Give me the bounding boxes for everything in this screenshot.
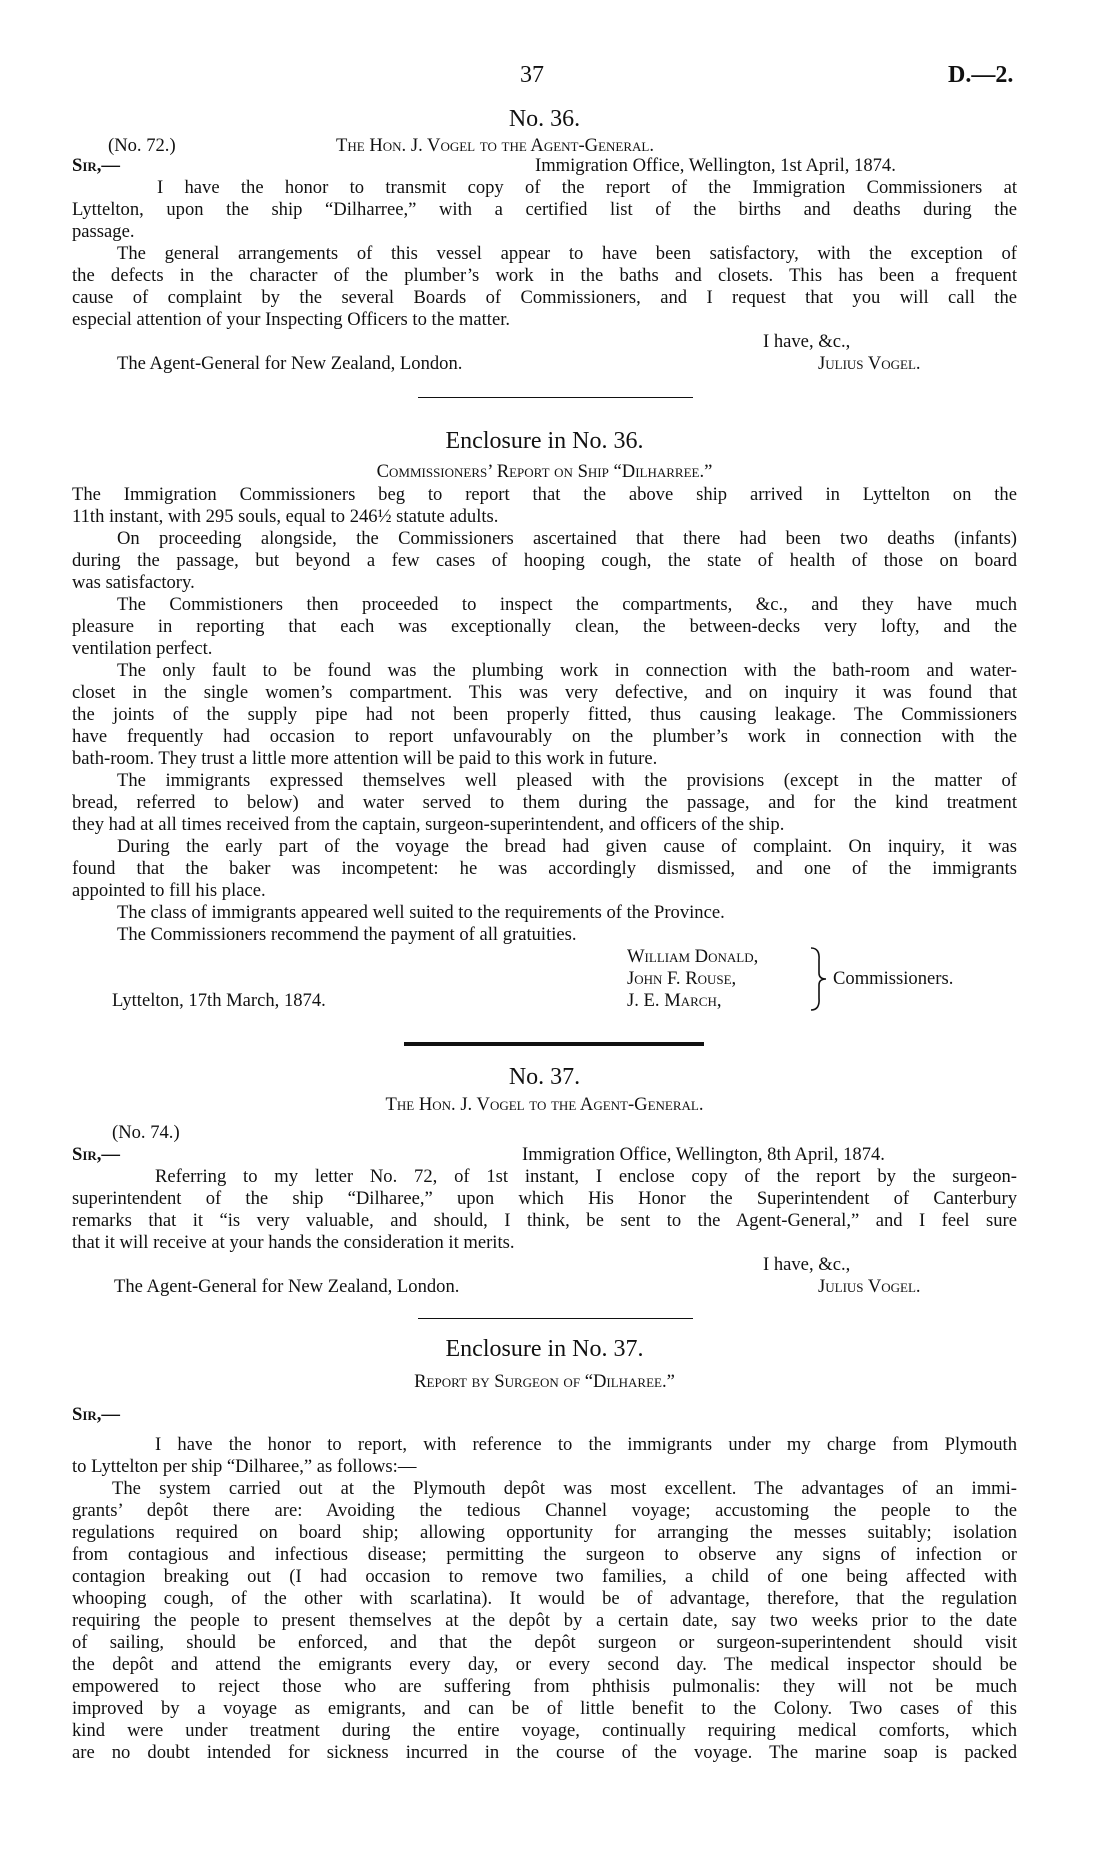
text-line: especial attention of your Inspecting Officers to the matter.: [72, 309, 511, 330]
text-line: passage.: [72, 221, 135, 242]
closing-no37: I have, &c.,: [763, 1254, 851, 1275]
enclosure-title-no37: Enclosure in No. 37.: [445, 1336, 644, 1362]
text-line: The Immigration Commissioners beg to report that the above ship arrived in Lyttelton on the: [72, 484, 1017, 505]
document-reference: D.—2.: [948, 62, 1014, 88]
text-line: whooping cough, of the other with scarlatina). It would be of advantage, therefore, that the regulation: [72, 1588, 1017, 1609]
divider: [418, 397, 693, 398]
enclosure-title-no36: Enclosure in No. 36.: [445, 428, 644, 454]
page-number: 37: [520, 62, 544, 88]
text-line: The class of immigrants appeared well suited to the requirements of the Province.: [117, 902, 725, 923]
text-line: ventilation perfect.: [72, 638, 213, 659]
text-line: The general arrangements of this vessel appear to have been satisfactory, with the exception of: [117, 243, 1017, 264]
text-line: Referring to my letter No. 72, of 1st instant, I enclose copy of the report by the surgeon-: [155, 1166, 1017, 1187]
text-line: was satisfactory.: [72, 572, 195, 593]
text-line: On proceeding alongside, the Commissioners ascertained that there had been two deaths (infants): [117, 528, 1017, 549]
text-line: The Commistioners then proceeded to inspect the compartments, &c., and they have much: [117, 594, 1017, 615]
text-line: the joints of the supply pipe had not been properly fitted, thus causing leakage. The Commissioners: [72, 704, 1017, 725]
text-line: cause of complaint by the several Boards of Commissioners, and I request that you will call the: [72, 287, 1017, 308]
signatory-name: John F. Rouse,: [627, 968, 737, 989]
text-line: grants’ depôt there are: Avoiding the tedious Channel voyage; accustoming the people to the: [72, 1500, 1017, 1521]
text-line: I have the honor to report, with reference to the immigrants under my charge from Plymouth: [155, 1434, 1017, 1455]
salutation-no36: Sir,—: [72, 155, 121, 176]
text-line: they had at all times received from the captain, surgeon-superintendent, and officers of the ship.: [72, 814, 785, 835]
text-line: pleasure in reporting that each was exceptionally clean, the between-decks very lofty, and the: [72, 616, 1017, 637]
section-title-no36: No. 36.: [508, 106, 581, 132]
text-line: The only fault to be found was the plumbing work in connection with the bath-room and water-: [117, 660, 1017, 681]
text-line: bread, referred to below) and water served to them during the passage, and for the kind treatment: [72, 792, 1017, 813]
text-line: requiring the people to present themselves at the depôt by a certain date, say two weeks prior to the date: [72, 1610, 1017, 1631]
text-line: contagion breaking out (I had occasion to remove two families, a child of one being affected with: [72, 1566, 1017, 1587]
text-line: I have the honor to transmit copy of the report of the Immigration Commissioners at: [157, 177, 1017, 198]
letter-heading-no36: The Hon. J. Vogel to the Agent-General.: [336, 135, 655, 156]
text-line: bath-room. They trust a little more attention will be paid to this work in future.: [72, 748, 658, 769]
text-line: Lyttelton, upon the ship “Dilharree,” with a certified list of the births and deaths during the: [72, 199, 1017, 220]
signature-no37: Julius Vogel.: [818, 1276, 921, 1297]
text-line: are no doubt intended for sickness incurred in the course of the voyage. The marine soap is packed: [72, 1742, 1017, 1763]
text-line: of sailing, should be enforced, and that the depôt surgeon or surgeon-superintendent should visit: [72, 1632, 1017, 1653]
place-date-no36: Immigration Office, Wellington, 1st April, 1874.: [535, 155, 896, 176]
enclosure-subtitle-no37: Report by Surgeon of “Dilharee.”: [414, 1371, 675, 1392]
text-line: kind were under treatment during the entire voyage, continually requiring medical comforts, which: [72, 1720, 1017, 1741]
closing-no36: I have, &c.,: [763, 331, 851, 352]
place-date-enc36: Lyttelton, 17th March, 1874.: [112, 990, 326, 1011]
text-line: the depôt and attend the emigrants every day, or every second day. The medical inspector should be: [72, 1654, 1017, 1675]
letter-heading-no37: The Hon. J. Vogel to the Agent-General.: [385, 1094, 704, 1115]
text-line: empowered to reject those who are suffering from phthisis pulmonalis: they will not be much: [72, 1676, 1017, 1697]
text-line: remarks that it “is very valuable, and should, I think, be sent to the Agent-General,” and I feel sure: [72, 1210, 1017, 1231]
text-line: closet in the single women’s compartment. This was very defective, and on inquiry it was found that: [72, 682, 1017, 703]
text-line: During the early part of the voyage the bread had given cause of complaint. On inquiry, it was: [117, 836, 1017, 857]
text-line: The Commissioners recommend the payment of all gratuities.: [117, 924, 577, 945]
enclosure-subtitle-no36: Commissioners’ Report on Ship “Dilharree.”: [376, 461, 713, 482]
letter-reference-no37: (No. 74.): [112, 1122, 180, 1143]
text-line: superintendent of the ship “Dilharee,” upon which His Honor the Superintendent of Canterbury: [72, 1188, 1017, 1209]
brace-icon: [808, 946, 828, 1012]
text-line: found that the baker was incompetent: he was accordingly dismissed, and one of the immigrants: [72, 858, 1017, 879]
signatory-name: William Donald,: [627, 946, 759, 967]
text-line: 11th instant, with 295 souls, equal to 246½ statute adults.: [72, 506, 499, 527]
text-line: the defects in the character of the plumber’s work in the baths and closets. This has been a frequent: [72, 265, 1017, 286]
signatory-name: J. E. March,: [627, 990, 722, 1011]
text-line: to Lyttelton per ship “Dilharee,” as follows:—: [72, 1456, 417, 1477]
salutation-enc37: Sir,—: [72, 1404, 121, 1425]
text-line: during the passage, but beyond a few cases of hooping cough, the state of health of those on board: [72, 550, 1017, 571]
text-line: The system carried out at the Plymouth depôt was most excellent. The advantages of an immi-: [112, 1478, 1017, 1499]
text-line: The immigrants expressed themselves well pleased with the provisions (except in the matter of: [117, 770, 1017, 791]
addressee-no36: The Agent-General for New Zealand, London.: [117, 353, 463, 374]
salutation-no37: Sir,—: [72, 1144, 121, 1165]
place-date-no37: Immigration Office, Wellington, 8th April, 1874.: [522, 1144, 885, 1165]
signature-no36: Julius Vogel.: [818, 353, 921, 374]
text-line: from contagious and infectious disease; permitting the surgeon to observe any signs of infection or: [72, 1544, 1017, 1565]
text-line: appointed to fill his place.: [72, 880, 266, 901]
divider: [418, 1318, 693, 1319]
text-line: that it will receive at your hands the consideration it merits.: [72, 1232, 515, 1253]
letter-reference-no36: (No. 72.): [108, 135, 176, 156]
section-title-no37: No. 37.: [508, 1064, 581, 1090]
addressee-no37: The Agent-General for New Zealand, London.: [114, 1276, 460, 1297]
text-line: improved by a voyage as emigrants, and can be of little benefit to the Colony. Two cases of this: [72, 1698, 1017, 1719]
signatory-role: Commissioners.: [833, 968, 954, 989]
divider: [404, 1042, 704, 1046]
text-line: have frequently had occasion to report unfavourably on the plumber’s work in connection with the: [72, 726, 1017, 747]
text-line: regulations required on board ship; allowing opportunity for arranging the messes suitably; isolation: [72, 1522, 1017, 1543]
